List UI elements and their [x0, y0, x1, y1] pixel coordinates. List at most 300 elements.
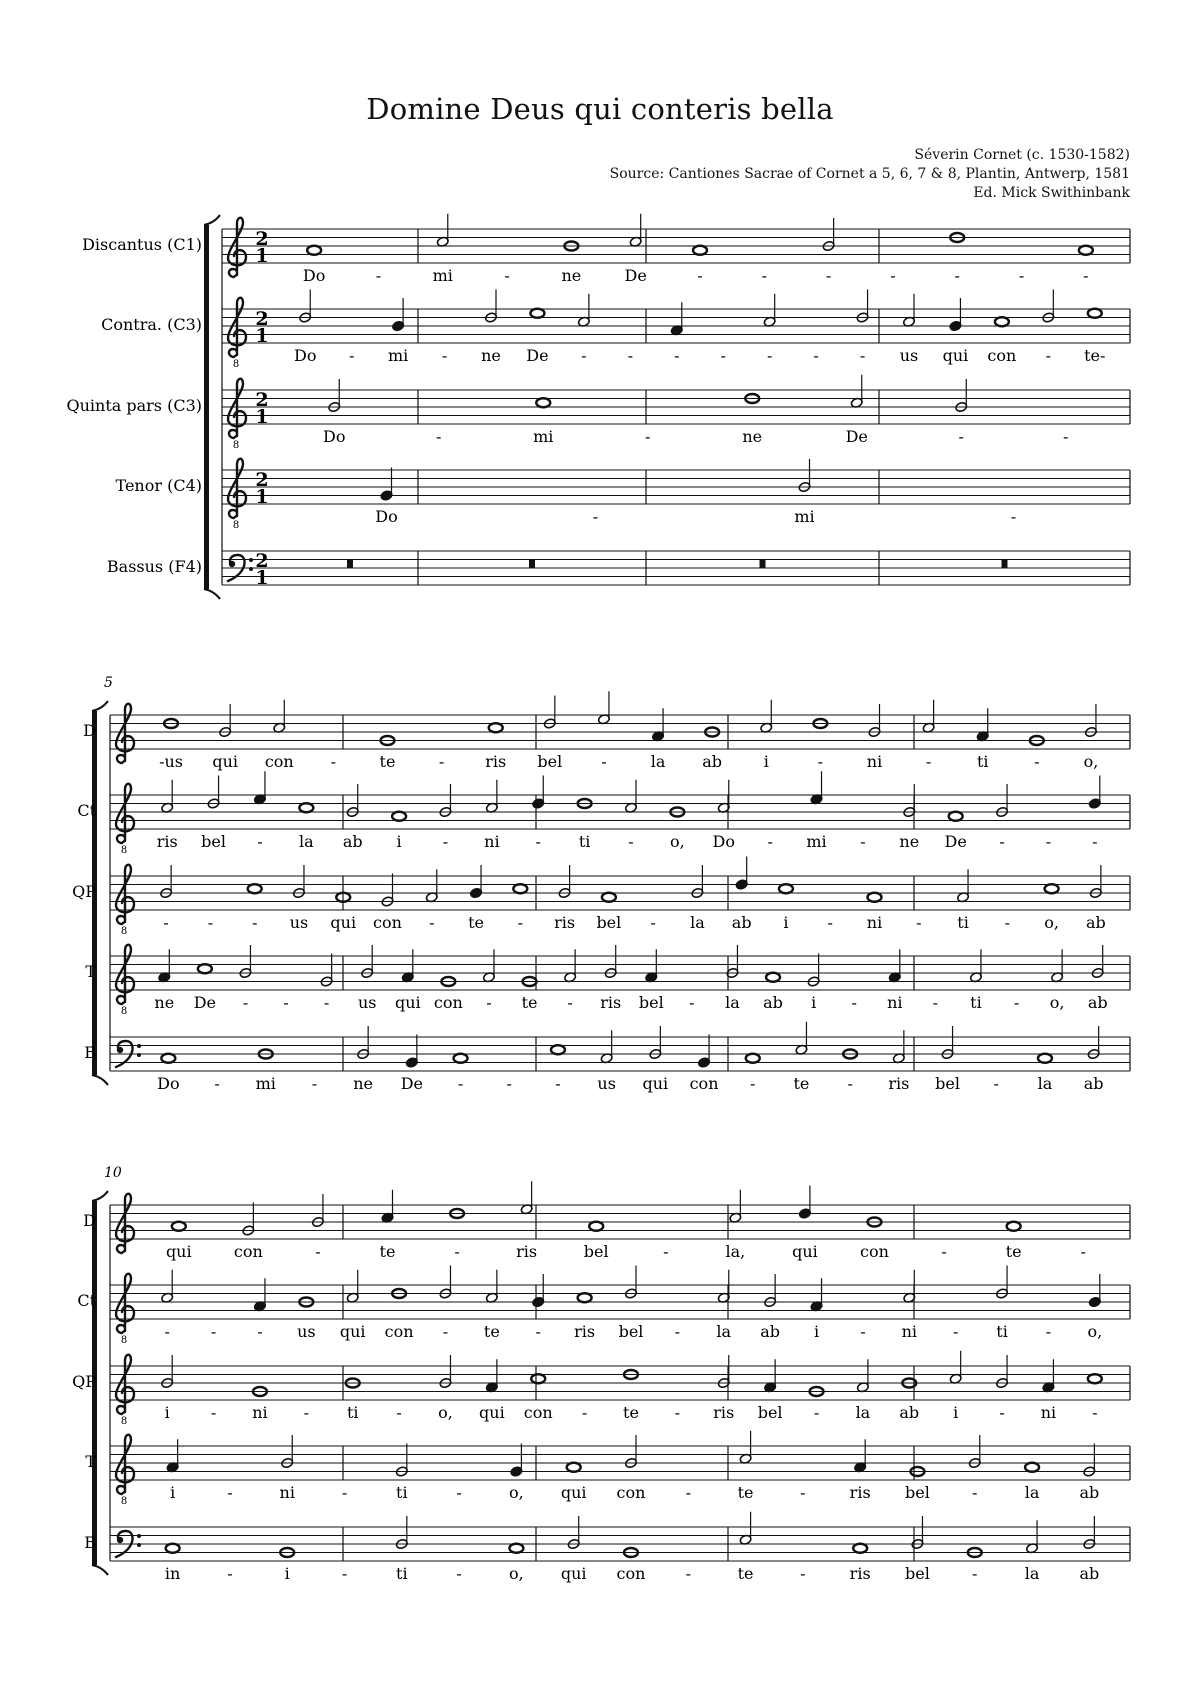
- lyric-syllable: -: [567, 993, 573, 1012]
- bass-clef-dot: [249, 558, 253, 562]
- lyric-syllable: o,: [509, 1564, 524, 1583]
- lyric-syllable: ne: [742, 427, 763, 446]
- editor-credit: Ed. Mick Swithinbank: [973, 185, 1130, 201]
- source-credit: Source: Cantiones Sacrae of Cornet a 5, 6, 7 & 8, Plantin, Antwerp, 1581: [609, 166, 1130, 182]
- lyric-syllable: la,: [725, 1242, 746, 1261]
- lyric-syllable: bel: [201, 832, 226, 851]
- lyric-syllable: -: [952, 1322, 959, 1341]
- lyric-syllable: ti: [396, 1483, 408, 1502]
- octave-eight-mark: 8: [232, 520, 240, 531]
- lyric-syllable: ab: [342, 832, 363, 851]
- breve-rest: [529, 560, 535, 569]
- lyric-syllable: -: [847, 1074, 853, 1093]
- whole-note: [1025, 1463, 1039, 1472]
- treble-clef-icon: [228, 218, 246, 277]
- whole-note: [299, 803, 313, 812]
- time-signature-numerator: 2: [255, 389, 269, 411]
- voice-label: Bassus (F4): [106, 557, 202, 576]
- staff-t: [116, 459, 1130, 531]
- lyric-syllable: -: [958, 427, 964, 446]
- lyric-syllable: ris: [713, 1403, 735, 1422]
- whole-note: [853, 1544, 867, 1553]
- lyric-syllable: -: [341, 1483, 348, 1502]
- whole-note: [513, 884, 527, 893]
- lyric-syllable: te: [379, 1242, 396, 1261]
- staff-t: [85, 1431, 1130, 1507]
- lyric-syllable: con: [616, 1483, 646, 1502]
- lyric-syllable: ris: [516, 1242, 538, 1261]
- lyric-syllable: De: [193, 993, 217, 1012]
- bracket-hook-top: [204, 215, 220, 225]
- time-signature-numerator: 2: [255, 550, 269, 572]
- lyric-syllable: ris: [485, 752, 507, 771]
- lyric-syllable: -: [932, 993, 939, 1012]
- lyric-syllable: la: [1024, 1564, 1040, 1583]
- lyric-syllable: -: [442, 832, 449, 851]
- lyric-syllable: ni: [484, 832, 500, 851]
- staff-qp: [66, 375, 1130, 451]
- lyric-syllable: bel: [905, 1564, 930, 1583]
- lyric-syllable: o,: [1049, 993, 1065, 1012]
- lyric-syllable: -: [436, 427, 442, 446]
- lyric-syllable: -: [303, 1403, 310, 1422]
- time-signature-denominator: 1: [255, 486, 269, 508]
- system-bracket: [204, 225, 209, 589]
- bass-clef-dot: [137, 1044, 141, 1048]
- bracket-hook-bottom: [92, 1075, 108, 1085]
- lyric-syllable: o,: [1087, 1322, 1103, 1341]
- lyric-syllable: -: [761, 266, 768, 285]
- staff-ct: [101, 290, 1130, 371]
- whole-note: [166, 1544, 180, 1553]
- staff-d: [83, 691, 1130, 771]
- staff-ct: [77, 1266, 1130, 1347]
- voice-label: Tenor (C4): [115, 476, 202, 495]
- lyric-syllable: ab: [702, 752, 723, 771]
- lyric-syllable: ti: [996, 1322, 1008, 1341]
- lyric-syllable: -: [581, 1403, 588, 1422]
- octave-eight-mark: 8: [120, 1416, 128, 1427]
- lyric-syllable: te: [379, 752, 396, 771]
- lyric-syllable: -: [341, 1564, 348, 1583]
- lyric-syllable: -: [330, 752, 337, 771]
- lyric-syllable: -: [1063, 427, 1069, 446]
- lyric-syllable: -: [1034, 752, 1040, 771]
- treble-clef-icon: [116, 1435, 134, 1494]
- lyric-syllable: ris: [849, 1483, 871, 1502]
- lyric-syllable: -: [1045, 346, 1052, 365]
- treble-clef-icon: [116, 945, 134, 1004]
- octave-eight-mark: 8: [232, 440, 240, 451]
- lyric-syllable: te: [483, 1322, 500, 1341]
- voice-label: QP: [72, 1372, 96, 1391]
- lyric-syllable: -: [697, 266, 703, 285]
- lyric-syllable: bel: [905, 1483, 930, 1502]
- lyric-syllable: ti: [970, 993, 982, 1012]
- lyric-syllable: -: [1080, 1242, 1086, 1261]
- measure-number: 5: [104, 675, 113, 691]
- whole-note: [1038, 1054, 1052, 1063]
- breve-rest: [760, 560, 766, 569]
- lyric-syllable: qui: [394, 993, 421, 1012]
- whole-note: [766, 973, 780, 982]
- lyric-syllable: ab: [1085, 913, 1106, 932]
- lyric-syllable: -: [581, 346, 587, 365]
- whole-note: [589, 1222, 603, 1231]
- lyric-syllable: bel: [618, 1322, 644, 1341]
- whole-note: [1088, 1374, 1102, 1383]
- lyric-syllable: -: [750, 1074, 756, 1093]
- staff-ct: [77, 771, 1130, 856]
- lyric-syllable: -: [674, 346, 680, 365]
- lyric-syllable: o,: [509, 1483, 524, 1502]
- lyric-syllable: us: [597, 1074, 616, 1093]
- staff-d: [83, 1181, 1130, 1261]
- lyric-syllable: -: [601, 752, 607, 771]
- octave-eight-mark: 8: [120, 926, 128, 937]
- lyric-syllable: ni: [1040, 1403, 1057, 1422]
- lyric-syllable: i: [953, 1403, 959, 1422]
- lyric-syllable: ni: [866, 913, 883, 932]
- lyric-syllable: mi: [533, 427, 554, 446]
- lyric-syllable: -: [1045, 1322, 1052, 1341]
- lyric-syllable: -: [429, 913, 435, 932]
- lyric-syllable: te: [521, 993, 538, 1012]
- lyric-syllable: -: [972, 1483, 978, 1502]
- voice-label: T: [85, 962, 96, 981]
- lyric-syllable: -: [1092, 832, 1098, 851]
- lyric-syllable: ab: [1087, 993, 1108, 1012]
- lyric-syllable: -: [674, 1322, 681, 1341]
- time-signature-denominator: 1: [255, 245, 269, 267]
- lyric-syllable: -: [916, 913, 922, 932]
- lyric-syllable: i: [783, 913, 789, 932]
- lyric-syllable: -: [535, 832, 541, 851]
- lyric-syllable: -: [766, 346, 773, 365]
- lyric-syllable: ne: [561, 266, 582, 285]
- lyric-syllable: qui: [942, 346, 969, 365]
- lyric-syllable: us: [357, 993, 377, 1012]
- lyric-syllable: i: [170, 1483, 176, 1502]
- lyric-syllable: Do: [293, 346, 317, 365]
- lyric-syllable: mi: [432, 266, 453, 285]
- lyric-syllable: -: [627, 346, 634, 365]
- lyric-syllable: con: [689, 1074, 719, 1093]
- lyric-syllable: ti: [578, 832, 591, 851]
- lyric-syllable: -: [257, 832, 263, 851]
- lyric-syllable: -: [315, 1242, 321, 1261]
- lyric-syllable: ne: [353, 1074, 374, 1093]
- lyric-syllable: -: [685, 1564, 691, 1583]
- lyric-syllable: -: [442, 1322, 449, 1341]
- whole-note: [578, 1293, 592, 1302]
- lyric-syllable: ab: [760, 1322, 781, 1341]
- lyric-syllable: -: [720, 346, 726, 365]
- lyric-syllable: -: [860, 832, 866, 851]
- time-signature-denominator: 1: [255, 567, 269, 589]
- whole-note: [868, 893, 882, 902]
- lyric-syllable: bel: [757, 1403, 783, 1422]
- whole-note: [392, 812, 406, 821]
- lyric-syllable: la: [690, 913, 705, 932]
- lyric-syllable: us: [297, 1322, 316, 1341]
- lyric-syllable: -: [999, 1403, 1005, 1422]
- whole-note: [509, 1544, 523, 1553]
- lyric-syllable: i: [811, 993, 817, 1012]
- lyric-syllable: la: [1024, 1483, 1040, 1502]
- bracket-hook-top: [92, 1191, 108, 1201]
- lyric-syllable: ris: [554, 913, 576, 932]
- lyric-syllable: -: [311, 1074, 318, 1093]
- lyric-syllable: i: [396, 832, 402, 851]
- lyric-syllable: -: [1045, 832, 1052, 851]
- lyric-syllable: la: [725, 993, 740, 1012]
- lyric-syllable: -: [1092, 1403, 1098, 1422]
- whole-note: [530, 309, 544, 318]
- lyric-syllable: bel: [935, 1074, 960, 1093]
- lyric-syllable: con: [860, 1242, 889, 1261]
- voice-label: T: [85, 1452, 96, 1471]
- lyric-syllable: te: [737, 1564, 754, 1583]
- voice-label: Contra. (C3): [101, 315, 202, 334]
- lyric-syllable: us: [899, 346, 919, 365]
- staff-t: [85, 945, 1130, 1017]
- bass-clef-dot: [229, 561, 235, 567]
- lyric-syllable: -: [817, 752, 824, 771]
- score-title: Domine Deus qui conteris bella: [366, 92, 834, 126]
- staff-qp: [72, 1351, 1130, 1427]
- lyric-syllable: con: [264, 752, 294, 771]
- lyric-syllable: i: [813, 1322, 820, 1341]
- lyric-syllable: qui: [560, 1483, 587, 1502]
- lyric-syllable: qui: [339, 1322, 366, 1341]
- lyric-syllable: -: [251, 913, 258, 932]
- system-2: [72, 675, 1130, 1093]
- treble-clef-icon: [116, 1355, 134, 1414]
- lyric-syllable: -: [689, 993, 695, 1012]
- bracket-hook-bottom: [204, 589, 220, 599]
- lyric-syllable: te: [737, 1483, 754, 1502]
- lyric-syllable: ab: [1079, 1483, 1100, 1502]
- whole-note: [779, 884, 793, 893]
- voice-label: Ct: [77, 1291, 96, 1310]
- octave-eight-mark: 8: [120, 1496, 128, 1507]
- lyric-syllable: -: [890, 266, 896, 285]
- treble-clef-icon: [116, 1194, 134, 1253]
- lyric-syllable: con: [384, 1322, 414, 1341]
- lyric-syllable: -: [954, 266, 960, 285]
- lyric-syllable: -: [800, 1564, 806, 1583]
- lyric-syllable: con: [433, 993, 463, 1012]
- lyric-syllable: ti: [957, 913, 969, 932]
- lyric-syllable: -: [163, 913, 169, 932]
- treble-clef-icon: [228, 298, 246, 357]
- lyric-syllable: ris: [574, 1322, 596, 1341]
- lyric-syllable: -: [767, 832, 773, 851]
- lyric-syllable: ab: [1083, 1074, 1104, 1093]
- lyric-syllable: -: [210, 1403, 217, 1422]
- octave-eight-mark: 8: [120, 1335, 128, 1346]
- lyric-syllable: te: [468, 913, 484, 932]
- time-signature-numerator: 2: [255, 308, 269, 330]
- measure-number: 10: [104, 1165, 122, 1181]
- lyric-syllable: -: [925, 752, 932, 771]
- lyric-syllable: -: [535, 1322, 541, 1341]
- voice-label: B: [84, 1533, 96, 1552]
- lyric-syllable: la: [716, 1322, 732, 1341]
- lyric-syllable: -: [813, 346, 819, 365]
- whole-note: [454, 1054, 468, 1063]
- lyric-syllable: -: [506, 1074, 512, 1093]
- lyric-syllable: i: [284, 1564, 290, 1583]
- lyric-syllable: con: [616, 1564, 646, 1583]
- lyric-syllable: -: [941, 1242, 947, 1261]
- lyric-syllable: De: [624, 266, 647, 285]
- lyric-syllable: -: [396, 1403, 402, 1422]
- voice-label: QP: [72, 882, 96, 901]
- whole-note: [551, 1045, 565, 1054]
- time-signature-denominator: 1: [255, 406, 269, 428]
- lyric-syllable: ab: [763, 993, 783, 1012]
- lyric-syllable: in: [164, 1564, 181, 1583]
- lyric-syllable: -: [456, 1564, 462, 1583]
- lyric-syllable: o,: [1083, 752, 1099, 771]
- lyric-syllable: -: [1013, 993, 1020, 1012]
- lyric-syllable: ti: [976, 752, 989, 771]
- lyric-syllable: -: [972, 1564, 978, 1583]
- lyric-syllable: bel: [537, 752, 563, 771]
- voice-label: Ct: [77, 801, 96, 820]
- breve-rest: [1002, 560, 1008, 569]
- lyric-syllable: ne: [481, 346, 501, 365]
- lyric-syllable: ni: [279, 1483, 295, 1502]
- lyric-syllable: -: [827, 913, 833, 932]
- voice-label: Quinta pars (C3): [66, 396, 202, 415]
- lyric-syllable: -: [993, 1074, 999, 1093]
- lyric-syllable: ab: [1079, 1564, 1100, 1583]
- bass-clef-dot: [137, 1543, 141, 1547]
- whole-note: [536, 398, 550, 407]
- whole-note: [531, 1374, 545, 1383]
- whole-note: [489, 723, 503, 732]
- whole-note: [172, 1222, 186, 1231]
- octave-eight-mark: 8: [232, 359, 240, 370]
- lyric-syllable: -: [456, 1483, 462, 1502]
- time-signature-numerator: 2: [255, 469, 269, 491]
- staff-b: [84, 1512, 1130, 1583]
- voice-label: B: [84, 1043, 96, 1062]
- octave-eight-mark: 8: [120, 1006, 128, 1017]
- lyric-syllable: De: [400, 1074, 423, 1093]
- lyric-syllable: -: [859, 346, 866, 365]
- lyric-syllable: -: [663, 1242, 669, 1261]
- lyric-syllable: bel: [583, 1242, 609, 1261]
- whole-note: [1088, 309, 1102, 318]
- bass-clef-dot: [117, 1047, 123, 1053]
- lyric-syllable: ab: [731, 913, 752, 932]
- whole-note: [949, 812, 963, 821]
- lyric-syllable: -: [674, 1403, 681, 1422]
- whole-note: [567, 1463, 581, 1472]
- staff-qp: [72, 857, 1130, 938]
- lyric-syllable: qui: [212, 752, 239, 771]
- whole-note: [602, 893, 616, 902]
- lyric-syllable: qui: [330, 913, 357, 932]
- lyric-syllable: qui: [165, 1242, 192, 1261]
- lyric-syllable: -: [323, 993, 330, 1012]
- lyric-syllable: -: [257, 1322, 263, 1341]
- lyric-syllable: te: [623, 1403, 639, 1422]
- lyric-syllable: -: [207, 913, 214, 932]
- lyric-syllable: bel: [596, 913, 622, 932]
- lyric-syllable: -: [457, 1074, 464, 1093]
- lyric-syllable: -: [860, 1322, 866, 1341]
- lyric-syllable: Do: [323, 427, 346, 446]
- whole-note: [1007, 1222, 1021, 1231]
- lyric-syllable: mi: [806, 832, 827, 851]
- bracket-hook-top: [92, 701, 108, 711]
- lyric-syllable: qui: [792, 1242, 818, 1261]
- lyric-syllable: -: [628, 832, 634, 851]
- lyric-syllable: la: [855, 1403, 871, 1422]
- lyric-syllable: ris: [849, 1564, 871, 1583]
- treble-clef-icon: [116, 1274, 134, 1333]
- system-3: [72, 1165, 1130, 1583]
- whole-note: [995, 317, 1009, 326]
- lyric-syllable: De: [944, 832, 967, 851]
- bass-clef-dot: [137, 1534, 141, 1538]
- lyric-syllable: ris: [600, 993, 622, 1012]
- lyric-syllable: ne: [899, 832, 920, 851]
- lyric-syllable: -: [1010, 507, 1017, 526]
- octave-eight-mark: 8: [120, 845, 128, 856]
- lyric-syllable: -: [454, 1242, 460, 1261]
- lyric-syllable: -: [650, 913, 656, 932]
- lyric-syllable: -: [813, 1403, 820, 1422]
- lyric-syllable: -: [210, 1322, 217, 1341]
- lyric-syllable: con: [523, 1403, 553, 1422]
- lyric-syllable: -: [825, 266, 832, 285]
- lyric-syllable: mi: [387, 346, 409, 365]
- lyric-syllable: -: [1083, 266, 1089, 285]
- staff-d: [82, 214, 1130, 285]
- lyric-syllable: te-: [1084, 346, 1106, 365]
- lyric-syllable: con: [373, 913, 402, 932]
- treble-clef-icon: [228, 379, 246, 438]
- treble-clef-icon: [228, 459, 246, 518]
- lyric-syllable: -: [685, 1483, 691, 1502]
- lyric-syllable: -us: [159, 752, 184, 771]
- time-signature-denominator: 1: [255, 325, 269, 347]
- lyric-syllable: la: [650, 752, 666, 771]
- lyric-syllable: ni: [901, 1322, 917, 1341]
- lyric-syllable: -: [375, 266, 382, 285]
- composer-credit: Séverin Cornet (c. 1530-1582): [914, 147, 1130, 163]
- bracket-hook-bottom: [92, 1565, 108, 1575]
- bass-clef-dot: [249, 567, 253, 571]
- lyric-syllable: -: [441, 346, 448, 365]
- whole-note: [198, 964, 212, 973]
- lyric-syllable: i: [164, 1403, 170, 1422]
- treble-clef-icon: [116, 865, 134, 924]
- lyric-syllable: qui: [642, 1074, 669, 1093]
- lyric-syllable: Do: [375, 507, 398, 526]
- lyric-syllable: -: [164, 1322, 170, 1341]
- whole-note: [1045, 884, 1059, 893]
- lyric-syllable: qui: [479, 1403, 505, 1422]
- lyric-syllable: ni: [866, 752, 883, 771]
- lyric-syllable: la: [299, 832, 314, 851]
